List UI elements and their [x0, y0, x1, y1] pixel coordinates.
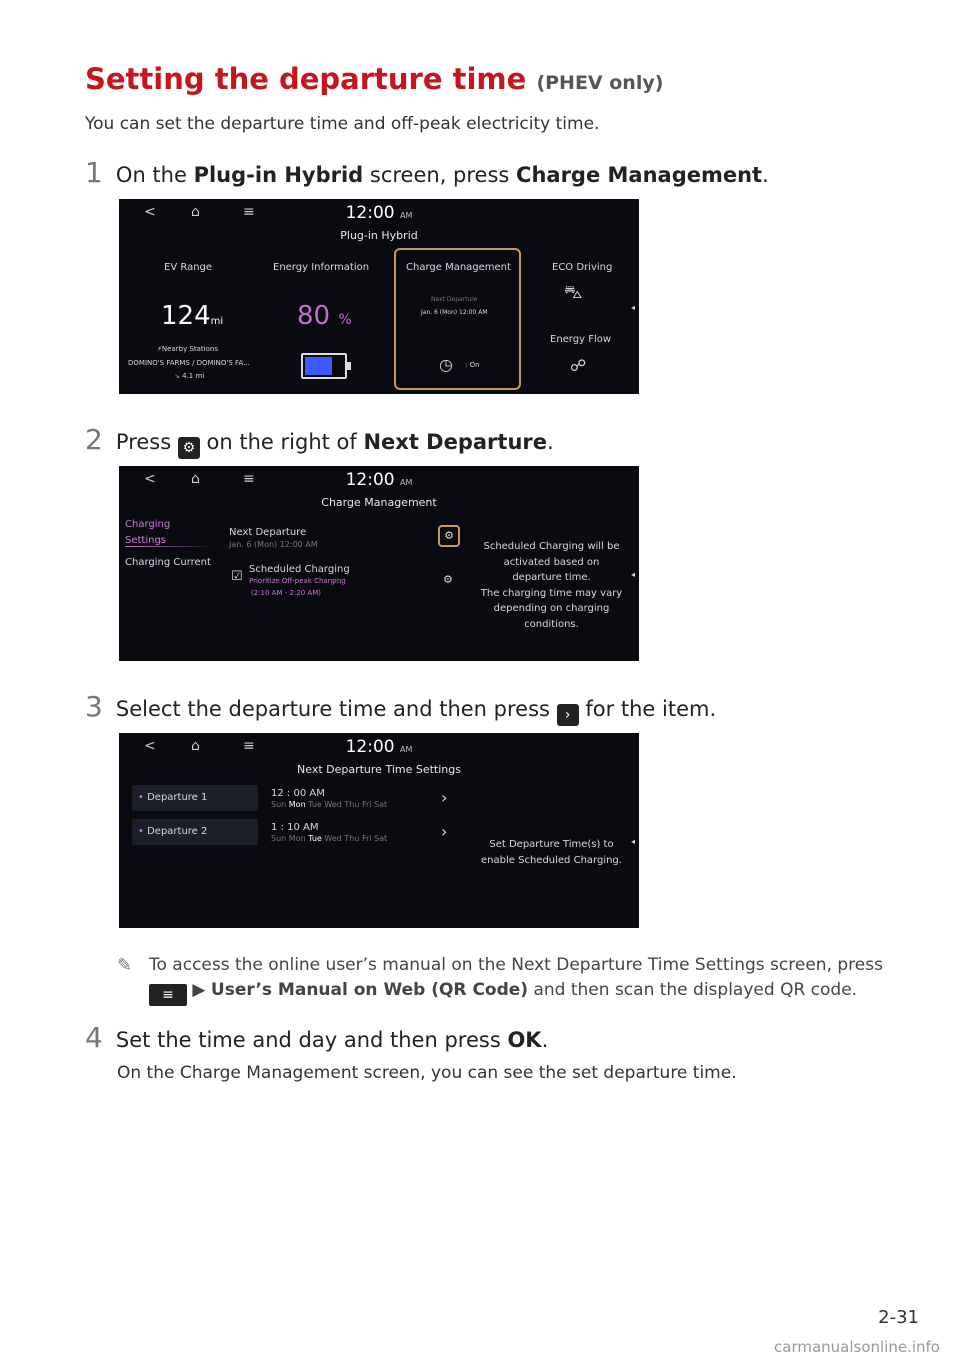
- day-sat: Sat: [374, 834, 388, 843]
- back-icon[interactable]: <: [144, 738, 156, 754]
- energy-flow-icon: ☍: [570, 356, 587, 375]
- energy-flow-label: Energy Flow: [550, 334, 612, 345]
- day-thu: Thu: [344, 834, 360, 843]
- intro-text: You can set the departure time and off-peak electricity time.: [85, 114, 600, 134]
- departure-2-days: [271, 834, 387, 843]
- eco-driving-label: ECO Driving: [552, 262, 613, 273]
- note-text: To access the online user’s manual on the Next Departure Time Settings screen, press ≡ ▶ User’s Manual on Web (QR Code) and then scan the displayed QR code.: [149, 953, 883, 1006]
- scheduled-charging-label: Scheduled Charging: [249, 564, 350, 575]
- departure-1-chevron-button[interactable]: ›: [441, 788, 448, 807]
- energy-info-label: Energy Information: [273, 262, 370, 273]
- screen-title: Next Departure Time Settings: [297, 763, 461, 776]
- step-2: [85, 423, 554, 459]
- station-distance: ↘ 4.1 mi: [174, 372, 205, 380]
- clock: 12:00 AM: [345, 470, 413, 490]
- chevron-left-icon: ◂: [631, 837, 636, 846]
- departure-2-label: • Departure 2: [138, 826, 208, 837]
- day-sat: Sat: [374, 800, 388, 809]
- departure-1-days: [271, 800, 387, 809]
- step-number: 2: [85, 423, 103, 456]
- screen-title: Plug-in Hybrid: [340, 229, 418, 242]
- step-3: [85, 690, 716, 726]
- menu-underline: [125, 546, 215, 547]
- section-title-text: Setting the departure time: [85, 62, 527, 96]
- scheduled-charging-sub: Prioritize Off-peak Charging: [249, 577, 346, 585]
- day-thu: Thu: [344, 800, 360, 809]
- menu-charging-settings[interactable]: Charging Settings: [125, 519, 171, 546]
- next-departure-label: Next Departure: [431, 296, 478, 303]
- energy-percent: 80 %: [297, 301, 352, 331]
- section-title: [85, 62, 663, 96]
- screenshot-next-departure-settings: [119, 733, 639, 928]
- day-mon: Mon: [288, 800, 306, 809]
- menu-icon[interactable]: ≡: [243, 738, 255, 754]
- scheduled-gear-button[interactable]: ⚙: [443, 573, 453, 586]
- info-text: Set Departure Time(s) to enable Scheduled Charging.: [481, 839, 622, 866]
- step-number: 3: [85, 690, 103, 723]
- day-fri: Fri: [361, 834, 372, 843]
- home-icon[interactable]: ⌂: [191, 738, 200, 754]
- day-tue: Tue: [308, 800, 322, 809]
- step-number: 1: [85, 156, 103, 189]
- scheduled-status: : On: [465, 361, 480, 369]
- departure-2-time: 1 : 10 AM: [271, 822, 319, 833]
- step-text: Select the departure time and then press › for the item.: [116, 697, 716, 721]
- step-4-description: On the Charge Management screen, you can see the set departure time.: [117, 1063, 737, 1083]
- day-mon: Mon: [288, 834, 306, 843]
- scheduled-charging-time: (2:10 AM - 2:20 AM): [251, 589, 321, 597]
- car-icon: ⛍: [564, 282, 583, 303]
- departure-1-label: • Departure 1: [138, 792, 208, 803]
- note-icon: ✎: [117, 955, 133, 976]
- departure-1-time: 12 : 00 AM: [271, 788, 325, 799]
- section-title-note: (PHEV only): [536, 72, 664, 94]
- menu-icon[interactable]: ≡: [243, 471, 255, 487]
- day-tue: Tue: [308, 834, 322, 843]
- charge-management-label: Charge Management: [406, 262, 511, 273]
- screenshot-charge-management: [119, 466, 639, 661]
- ev-range-label: EV Range: [164, 262, 213, 273]
- info-text: Scheduled Charging will be activated based on departure time. The charging time may vary depending on charging conditions.: [480, 541, 623, 630]
- day-sun: Sun: [271, 800, 287, 809]
- chevron-left-icon: ◂: [631, 303, 636, 312]
- ev-range-value: 124mi: [161, 301, 224, 331]
- watermark: carmanualsonline.info: [774, 1338, 940, 1356]
- chevron-left-icon: ◂: [631, 570, 636, 579]
- next-departure-label: Next Departure: [229, 527, 307, 538]
- step-number: 4: [85, 1021, 103, 1054]
- nearby-stations: ⚡Nearby Stations: [157, 345, 218, 353]
- step-text: Set the time and day and then press OK.: [115, 1028, 549, 1052]
- step-4: [85, 1021, 548, 1054]
- day-sun: Sun: [271, 834, 287, 843]
- step-text: On the Plug-in Hybrid screen, press Charge Management.: [115, 163, 769, 187]
- station-names: DOMINO'S FARMS / DOMINO'S FA...: [128, 359, 250, 367]
- day-fri: Fri: [361, 800, 372, 809]
- menu-charging-current[interactable]: Charging Current: [125, 557, 211, 568]
- back-icon[interactable]: <: [144, 204, 156, 220]
- departure-2-chevron-button[interactable]: ›: [441, 822, 448, 841]
- menu-icon[interactable]: ≡: [243, 204, 255, 220]
- home-icon[interactable]: ⌂: [191, 471, 200, 487]
- gear-icon: ⚙: [178, 437, 200, 459]
- day-wed: Wed: [324, 800, 342, 809]
- screenshot-plug-in-hybrid: [119, 199, 639, 394]
- scheduled-clock-icon: ◷: [439, 355, 453, 374]
- battery-icon: [301, 353, 347, 379]
- step-text: Press ⚙ on the right of Next Departure.: [116, 430, 554, 454]
- checkbox-icon[interactable]: ☑: [231, 569, 243, 584]
- back-icon[interactable]: <: [144, 471, 156, 487]
- chevron-right-icon: ›: [557, 704, 579, 726]
- next-departure-gear-button[interactable]: ⚙: [438, 525, 460, 547]
- step-1: [85, 156, 769, 189]
- day-wed: Wed: [324, 834, 342, 843]
- next-departure-date: Jan. 6 (Mon) 12:00 AM: [421, 309, 488, 316]
- next-departure-date: Jan. 6 (Mon) 12:00 AM: [229, 540, 318, 549]
- clock: 12:00 AM: [345, 203, 413, 223]
- screen-title: Charge Management: [321, 496, 437, 509]
- home-icon[interactable]: ⌂: [191, 204, 200, 220]
- clock: 12:00 AM: [345, 737, 413, 757]
- page-number: 2-31: [878, 1307, 919, 1328]
- menu-icon: ≡: [149, 984, 187, 1006]
